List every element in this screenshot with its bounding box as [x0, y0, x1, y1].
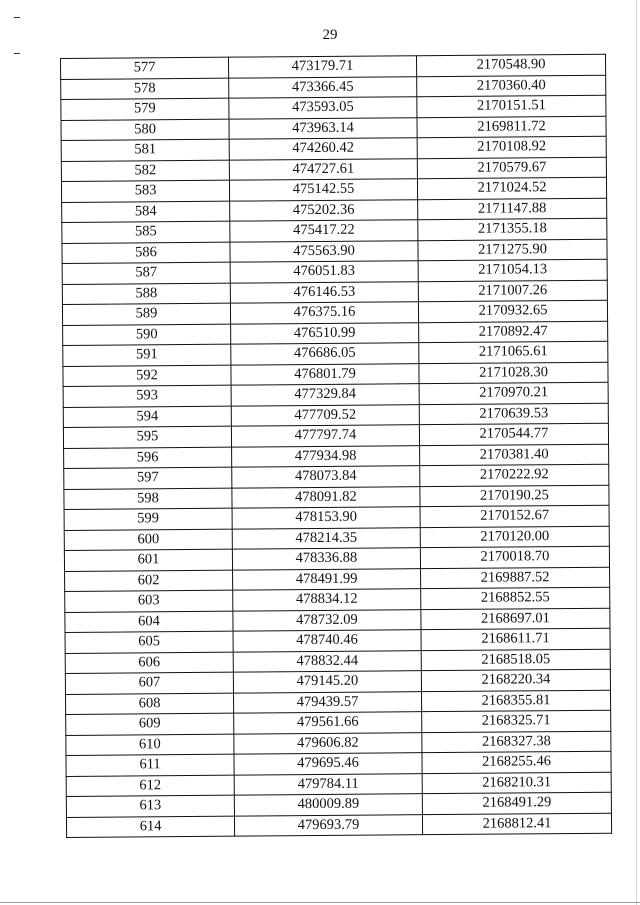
x-coordinate-cell: 478491.99 — [233, 568, 421, 590]
point-number-cell: 589 — [62, 303, 230, 325]
y-coordinate-cell: 2170639.53 — [419, 403, 608, 425]
point-number-cell: 610 — [66, 734, 234, 756]
point-number-cell: 604 — [65, 611, 233, 633]
coordinates-table — [60, 54, 612, 838]
x-coordinate-cell: 474260.42 — [229, 138, 417, 160]
y-coordinate-cell: 2168220.34 — [421, 669, 610, 691]
x-coordinate-cell: 478153.90 — [232, 507, 420, 529]
point-number-cell: 591 — [63, 344, 231, 366]
point-number-cell: 607 — [65, 672, 233, 694]
x-coordinate-cell: 473963.14 — [229, 117, 417, 139]
point-number-cell: 581 — [61, 139, 229, 161]
x-coordinate-cell: 476051.83 — [230, 261, 418, 283]
x-coordinate-cell: 478214.35 — [232, 527, 420, 549]
x-coordinate-cell: 479561.66 — [234, 712, 422, 734]
point-number-cell: 596 — [64, 447, 232, 469]
y-coordinate-cell: 2169811.72 — [417, 116, 606, 138]
y-coordinate-cell: 2171024.52 — [417, 177, 606, 199]
x-coordinate-cell: 477797.74 — [231, 425, 419, 447]
y-coordinate-cell: 2171028.30 — [419, 362, 608, 384]
point-number-cell: 597 — [64, 467, 232, 489]
point-number-cell: 582 — [61, 160, 229, 182]
y-coordinate-cell: 2170579.67 — [417, 157, 606, 179]
point-number-cell: 577 — [61, 57, 229, 79]
x-coordinate-cell: 478091.82 — [232, 486, 420, 508]
x-coordinate-cell: 477709.52 — [231, 404, 419, 426]
x-coordinate-cell: 476375.16 — [230, 302, 418, 324]
scan-mark — [14, 17, 20, 18]
x-coordinate-cell: 475202.36 — [230, 199, 418, 221]
y-coordinate-cell: 2170892.47 — [419, 321, 608, 343]
y-coordinate-cell: 2170360.40 — [417, 75, 606, 97]
point-number-cell: 585 — [62, 221, 230, 243]
y-coordinate-cell: 2171065.61 — [419, 341, 608, 363]
x-coordinate-cell: 479439.57 — [233, 691, 421, 713]
x-coordinate-cell: 473366.45 — [229, 76, 417, 98]
point-number-cell: 598 — [64, 488, 232, 510]
point-number-cell: 614 — [66, 816, 234, 838]
x-coordinate-cell: 475563.90 — [230, 240, 418, 262]
y-coordinate-cell: 2168355.81 — [421, 690, 610, 712]
point-number-cell: 578 — [61, 78, 229, 100]
x-coordinate-cell: 478740.46 — [233, 630, 421, 652]
page-number: 29 — [322, 27, 338, 43]
x-coordinate-cell: 478732.09 — [233, 609, 421, 631]
y-coordinate-cell: 2168491.29 — [422, 792, 611, 814]
x-coordinate-cell: 478834.12 — [233, 589, 421, 611]
scan-mark — [14, 53, 20, 54]
point-number-cell: 603 — [65, 590, 233, 612]
y-coordinate-cell: 2168852.55 — [421, 587, 610, 609]
x-coordinate-cell: 479695.46 — [234, 753, 422, 775]
x-coordinate-cell: 476146.53 — [230, 281, 418, 303]
x-coordinate-cell: 480009.89 — [234, 794, 422, 816]
x-coordinate-cell: 476686.05 — [231, 343, 419, 365]
point-number-cell: 613 — [66, 795, 234, 817]
point-number-cell: 612 — [66, 775, 234, 797]
footer-line — [0, 902, 640, 903]
point-number-cell: 605 — [65, 631, 233, 653]
point-number-cell: 593 — [63, 385, 231, 407]
y-coordinate-cell: 2168518.05 — [421, 649, 610, 671]
y-coordinate-cell: 2170018.70 — [420, 546, 609, 568]
point-number-cell: 606 — [65, 652, 233, 674]
x-coordinate-cell: 475142.55 — [229, 179, 417, 201]
point-number-cell: 588 — [62, 283, 230, 305]
y-coordinate-cell: 2170151.51 — [417, 95, 606, 117]
x-coordinate-cell: 474727.61 — [229, 158, 417, 180]
point-number-cell: 592 — [63, 365, 231, 387]
x-coordinate-cell: 473593.05 — [229, 97, 417, 119]
x-coordinate-cell: 476801.79 — [231, 363, 419, 385]
y-coordinate-cell: 2171054.13 — [418, 259, 607, 281]
point-number-cell: 600 — [64, 529, 232, 551]
point-number-cell: 609 — [66, 713, 234, 735]
y-coordinate-cell: 2170108.92 — [417, 136, 606, 158]
point-number-cell: 599 — [64, 508, 232, 530]
x-coordinate-cell: 476510.99 — [231, 322, 419, 344]
point-number-cell: 611 — [66, 754, 234, 776]
y-coordinate-cell: 2171275.90 — [418, 239, 607, 261]
point-number-cell: 594 — [63, 406, 231, 428]
y-coordinate-cell: 2170190.25 — [420, 485, 609, 507]
x-coordinate-cell: 478073.84 — [232, 466, 420, 488]
y-coordinate-cell: 2171355.18 — [418, 218, 607, 240]
y-coordinate-cell: 2168327.38 — [422, 731, 611, 753]
x-coordinate-cell: 473179.71 — [228, 56, 416, 78]
scan-edge — [636, 0, 637, 905]
y-coordinate-cell: 2168611.71 — [421, 628, 610, 650]
y-coordinate-cell: 2168697.01 — [421, 608, 610, 630]
x-coordinate-cell: 478336.88 — [232, 548, 420, 570]
y-coordinate-cell: 2171007.26 — [418, 280, 607, 302]
x-coordinate-cell: 477329.84 — [231, 384, 419, 406]
y-coordinate-cell: 2168210.31 — [422, 772, 611, 794]
point-number-cell: 590 — [63, 324, 231, 346]
x-coordinate-cell: 478832.44 — [233, 650, 421, 672]
x-coordinate-cell: 479693.79 — [234, 814, 422, 836]
point-number-cell: 601 — [64, 549, 232, 571]
x-coordinate-cell: 475417.22 — [230, 220, 418, 242]
y-coordinate-cell: 2169887.52 — [421, 567, 610, 589]
y-coordinate-cell: 2168325.71 — [422, 710, 611, 732]
point-number-cell: 587 — [62, 262, 230, 284]
y-coordinate-cell: 2170548.90 — [416, 54, 605, 76]
point-number-cell: 586 — [62, 242, 230, 264]
y-coordinate-cell: 2171147.88 — [418, 198, 607, 220]
table-body — [61, 54, 612, 837]
point-number-cell: 608 — [65, 693, 233, 715]
point-number-cell: 584 — [62, 201, 230, 223]
table-row — [66, 813, 611, 838]
point-number-cell: 583 — [61, 180, 229, 202]
y-coordinate-cell: 2170152.67 — [420, 505, 609, 527]
y-coordinate-cell: 2170222.92 — [420, 464, 609, 486]
y-coordinate-cell: 2170544.77 — [419, 423, 608, 445]
y-coordinate-cell: 2170381.40 — [420, 444, 609, 466]
point-number-cell: 602 — [65, 570, 233, 592]
point-number-cell: 595 — [63, 426, 231, 448]
y-coordinate-cell: 2170120.00 — [420, 526, 609, 548]
point-number-cell: 580 — [61, 119, 229, 141]
x-coordinate-cell: 477934.98 — [232, 445, 420, 467]
y-coordinate-cell: 2168255.46 — [422, 751, 611, 773]
y-coordinate-cell: 2168812.41 — [422, 813, 611, 835]
x-coordinate-cell: 479784.11 — [234, 773, 422, 795]
y-coordinate-cell: 2170932.65 — [418, 300, 607, 322]
x-coordinate-cell: 479145.20 — [233, 671, 421, 693]
x-coordinate-cell: 479606.82 — [234, 732, 422, 754]
point-number-cell: 579 — [61, 98, 229, 120]
y-coordinate-cell: 2170970.21 — [419, 382, 608, 404]
